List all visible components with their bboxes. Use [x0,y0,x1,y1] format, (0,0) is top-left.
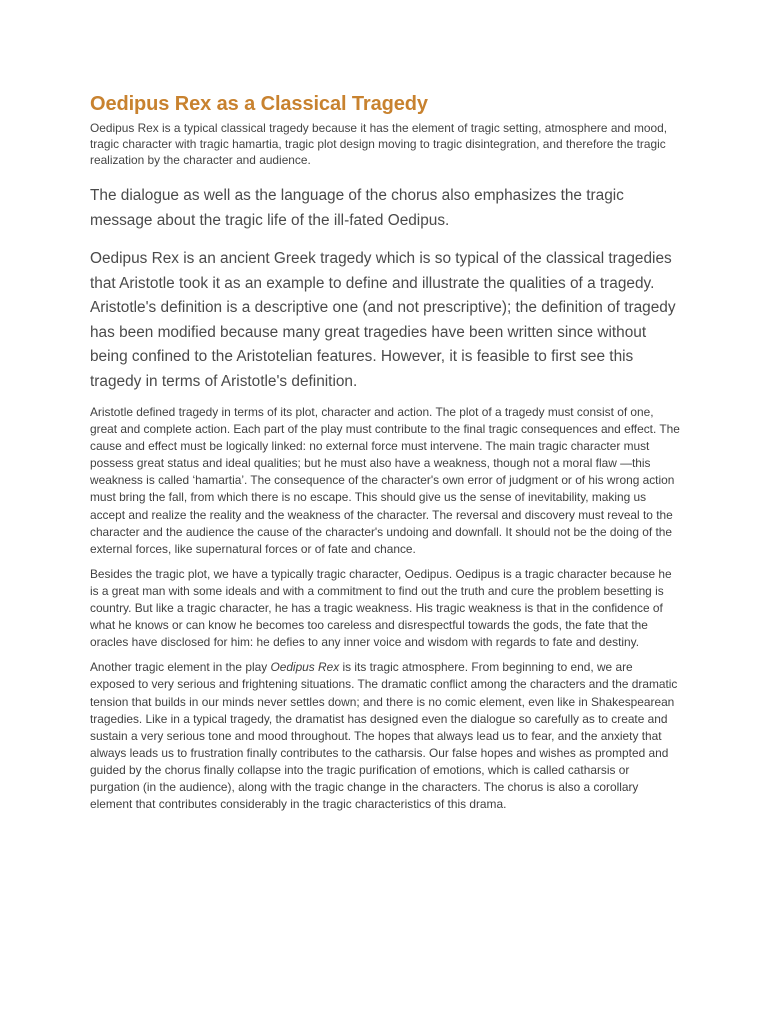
lead-paragraph-1: The dialogue as well as the language of the chorus also emphasizes the tragic message about the tragic life of the ill-fated Oedipus. [90,187,624,229]
body-paragraph-1: Aristotle defined tragedy in terms of its plot, character and action. The plot of a tragedy must consist of one, great and complete action. Each part of the play must contribute to the final tragic consequences and effect. The cause and effect must be logically linked: no external force must intervene. The main tragic character must possess great status and ideal qualities; but he must also have a weakness, though not a moral flaw —this weakness is called ‘hamartia’. The consequence of the character's own error of judgment or of his wrong action must bring the fall, from which there is no escape. This should give us the sense of inevitability, making us accept and realize the reality and the weakness of the character. The reversal and discovery must reveal to the character and the audience the cause of the character's undoing and downfall. It should not be the doing of the external forces, like supernatural forces or of fate and chance. [90,405,680,556]
page-title: Oedipus Rex as a Classical Tragedy [90,93,428,115]
body-paragraph-3-rest: is its tragic atmosphere. From beginning to end, we are exposed to very serious and frightening situations. The dramatic conflict among the characters and the dramatic tension that builds in our minds never settles down; and there is no comic element, even like in Shakespearean tragedies. Like in a typical tragedy, the dramatist has designed even the dialogue so carefully as to create and sustain a very serious tone and mood throughout. The hopes that always lead us to fear, and the anxiety that always leads us to frustration finally contributes to the catharsis. Our false hopes and wishes as prompted and guided by the chorus finally collapse into the tragic purification of emotions, which is called catharsis or purgation (in the audience), along with the tragic change in the characters. The chorus is also a corollary element that contributes considerably in the tragic characteristics of this drama. [90,660,678,812]
intro-paragraph: Oedipus Rex is a typical classical tragedy because it has the element of tragic setting, atmosphere and mood, tragic character with tragic hamartia, tragic plot design moving to tragic disintegration, and therefore the tragic realization by the character and audience. [90,121,668,167]
body-paragraph-2: Besides the tragic plot, we have a typically tragic character, Oedipus. Oedipus is a tragic character because he is a great man with some ideals and with a commitment to find out the truth and cure the problem besetting is country. But like a tragic character, he has a tragic weakness. His tragic weakness is that in the confidence of what he knows or can know he becomes too careless and disrespectful towards the gods, the fate that the oracles have disclosed for him: he defies to any inner voice and wisdom with regards to fate and destiny. [90,566,672,650]
play-title-italic: Oedipus Rex [270,660,340,675]
document-page [90,92,680,821]
lead-paragraph-2: Oedipus Rex is an ancient Greek tragedy which is so typical of the classical tragedies that Aristotle took it as an example to define and illustrate the qualities of a tragedy. Aristotle's definition is a descriptive one (and not prescriptive); the definition of tragedy has been modified because many great tragedies have been written since without being confined to the Aristotelian features. However, it is feasible to first see this tragedy in terms of Aristotle's definition. [90,250,676,390]
body-paragraph-3 [90,659,680,813]
body-paragraph-3-start: Another tragic element in the play [90,660,271,675]
